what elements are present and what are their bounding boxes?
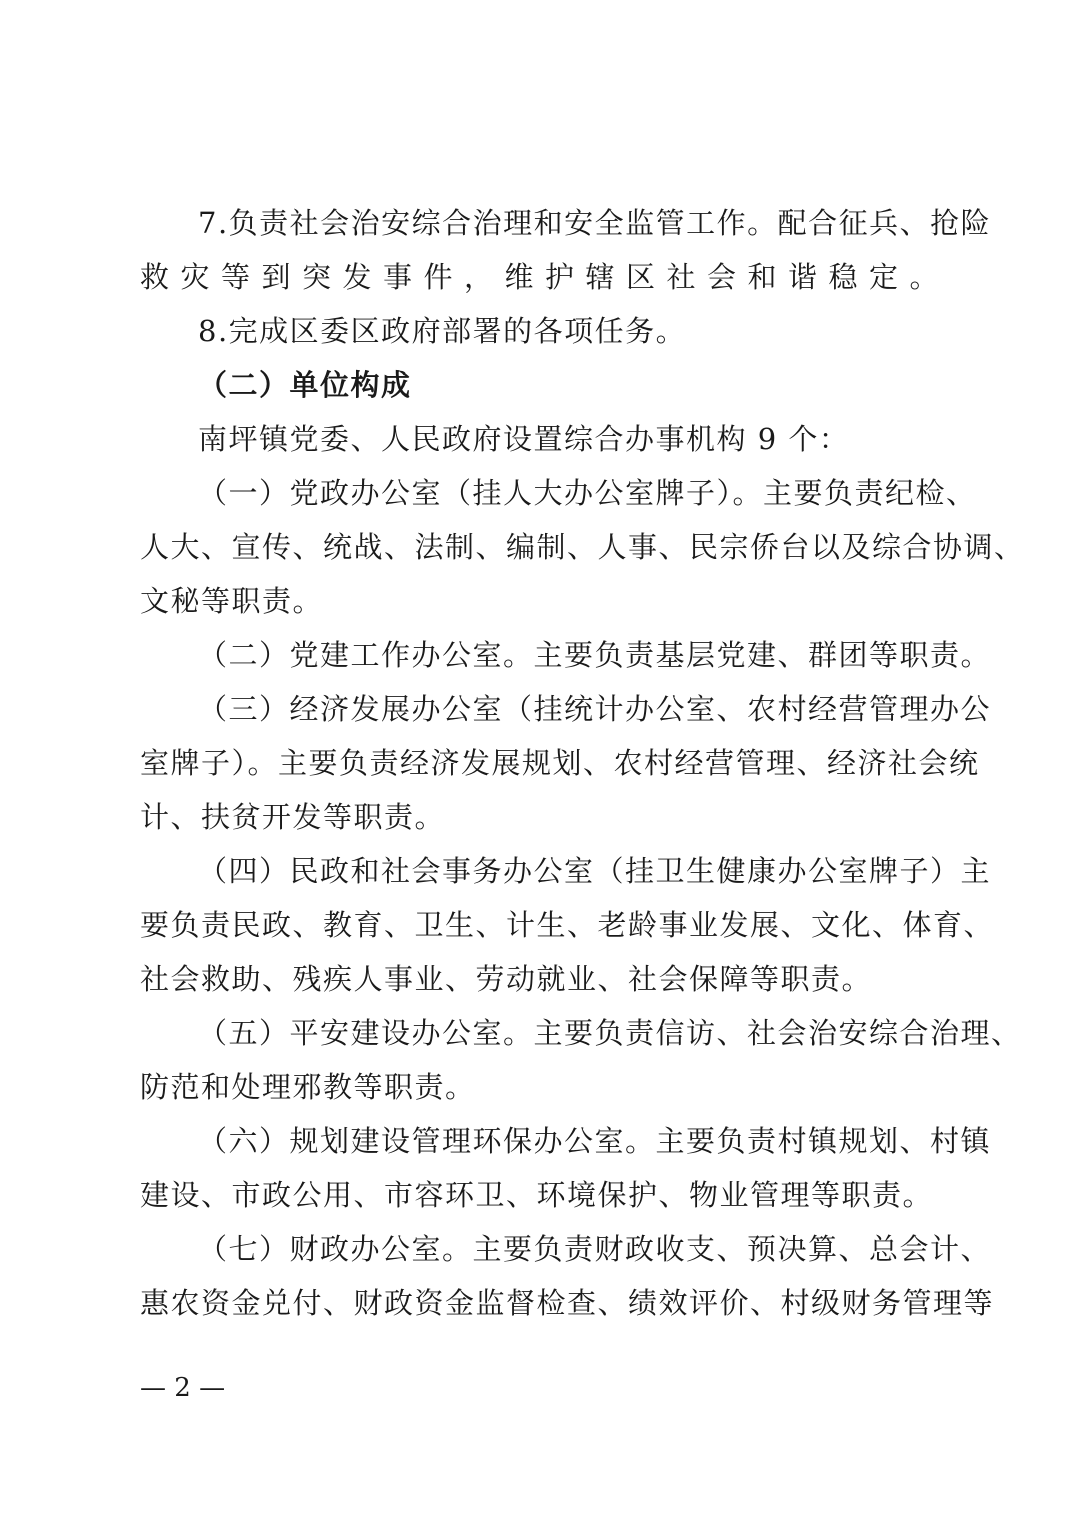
paragraph-line: 8.完成区委区政府部署的各项任务。 — [198, 314, 687, 348]
page-number: — 2 — — [140, 1373, 226, 1403]
paragraph-line: 建设、市政公用、市容环卫、环境保护、物业管理等职责。 — [140, 1178, 934, 1212]
paragraph-line: 要负责民政、教育、卫生、计生、老龄事业发展、文化、体育、 — [140, 908, 995, 942]
section-heading: （二）单位构成 — [198, 368, 412, 402]
paragraph-line: （五）平安建设办公室。主要负责信访、社会治安综合治理、 — [198, 1016, 1022, 1050]
paragraph-line: 救灾等到突发事件，维护辖区社会和谐稳定。 — [140, 260, 940, 294]
paragraph-line: （三）经济发展办公室（挂统计办公室、农村经营管理办公 — [198, 692, 992, 726]
paragraph-line: （一）党政办公室（挂人大办公室牌子）。主要负责纪检、 — [198, 476, 977, 510]
paragraph-line: （七）财政办公室。主要负责财政收支、预决算、总会计、 — [198, 1232, 992, 1266]
paragraph-line: （六）规划建设管理环保办公室。主要负责村镇规划、村镇 — [198, 1124, 992, 1158]
paragraph-line: 人大、宣传、统战、法制、编制、人事、民宗侨台以及综合协调、 — [140, 530, 1025, 564]
paragraph-line: 南坪镇党委、人民政府设置综合办事机构 9 个： — [198, 422, 850, 456]
paragraph-line: 防范和处理邪教等职责。 — [140, 1070, 476, 1104]
paragraph-line: 计、扶贫开发等职责。 — [140, 800, 446, 834]
paragraph-line: （二）党建工作办公室。主要负责基层党建、群团等职责。 — [198, 638, 992, 672]
paragraph-line: 室牌子）。主要负责经济发展规划、农村经营管理、经济社会统 — [140, 746, 980, 780]
paragraph-line: 7.负责社会治安综合治理和安全监管工作。配合征兵、抢险 — [198, 206, 992, 240]
paragraph-line: （四）民政和社会事务办公室（挂卫生健康办公室牌子）主 — [198, 854, 992, 888]
paragraph-line: 社会救助、残疾人事业、劳动就业、社会保障等职责。 — [140, 962, 873, 996]
paragraph-line: 惠农资金兑付、财政资金监督检查、绩效评价、村级财务管理等 — [140, 1286, 995, 1320]
paragraph-line: 文秘等职责。 — [140, 584, 324, 618]
